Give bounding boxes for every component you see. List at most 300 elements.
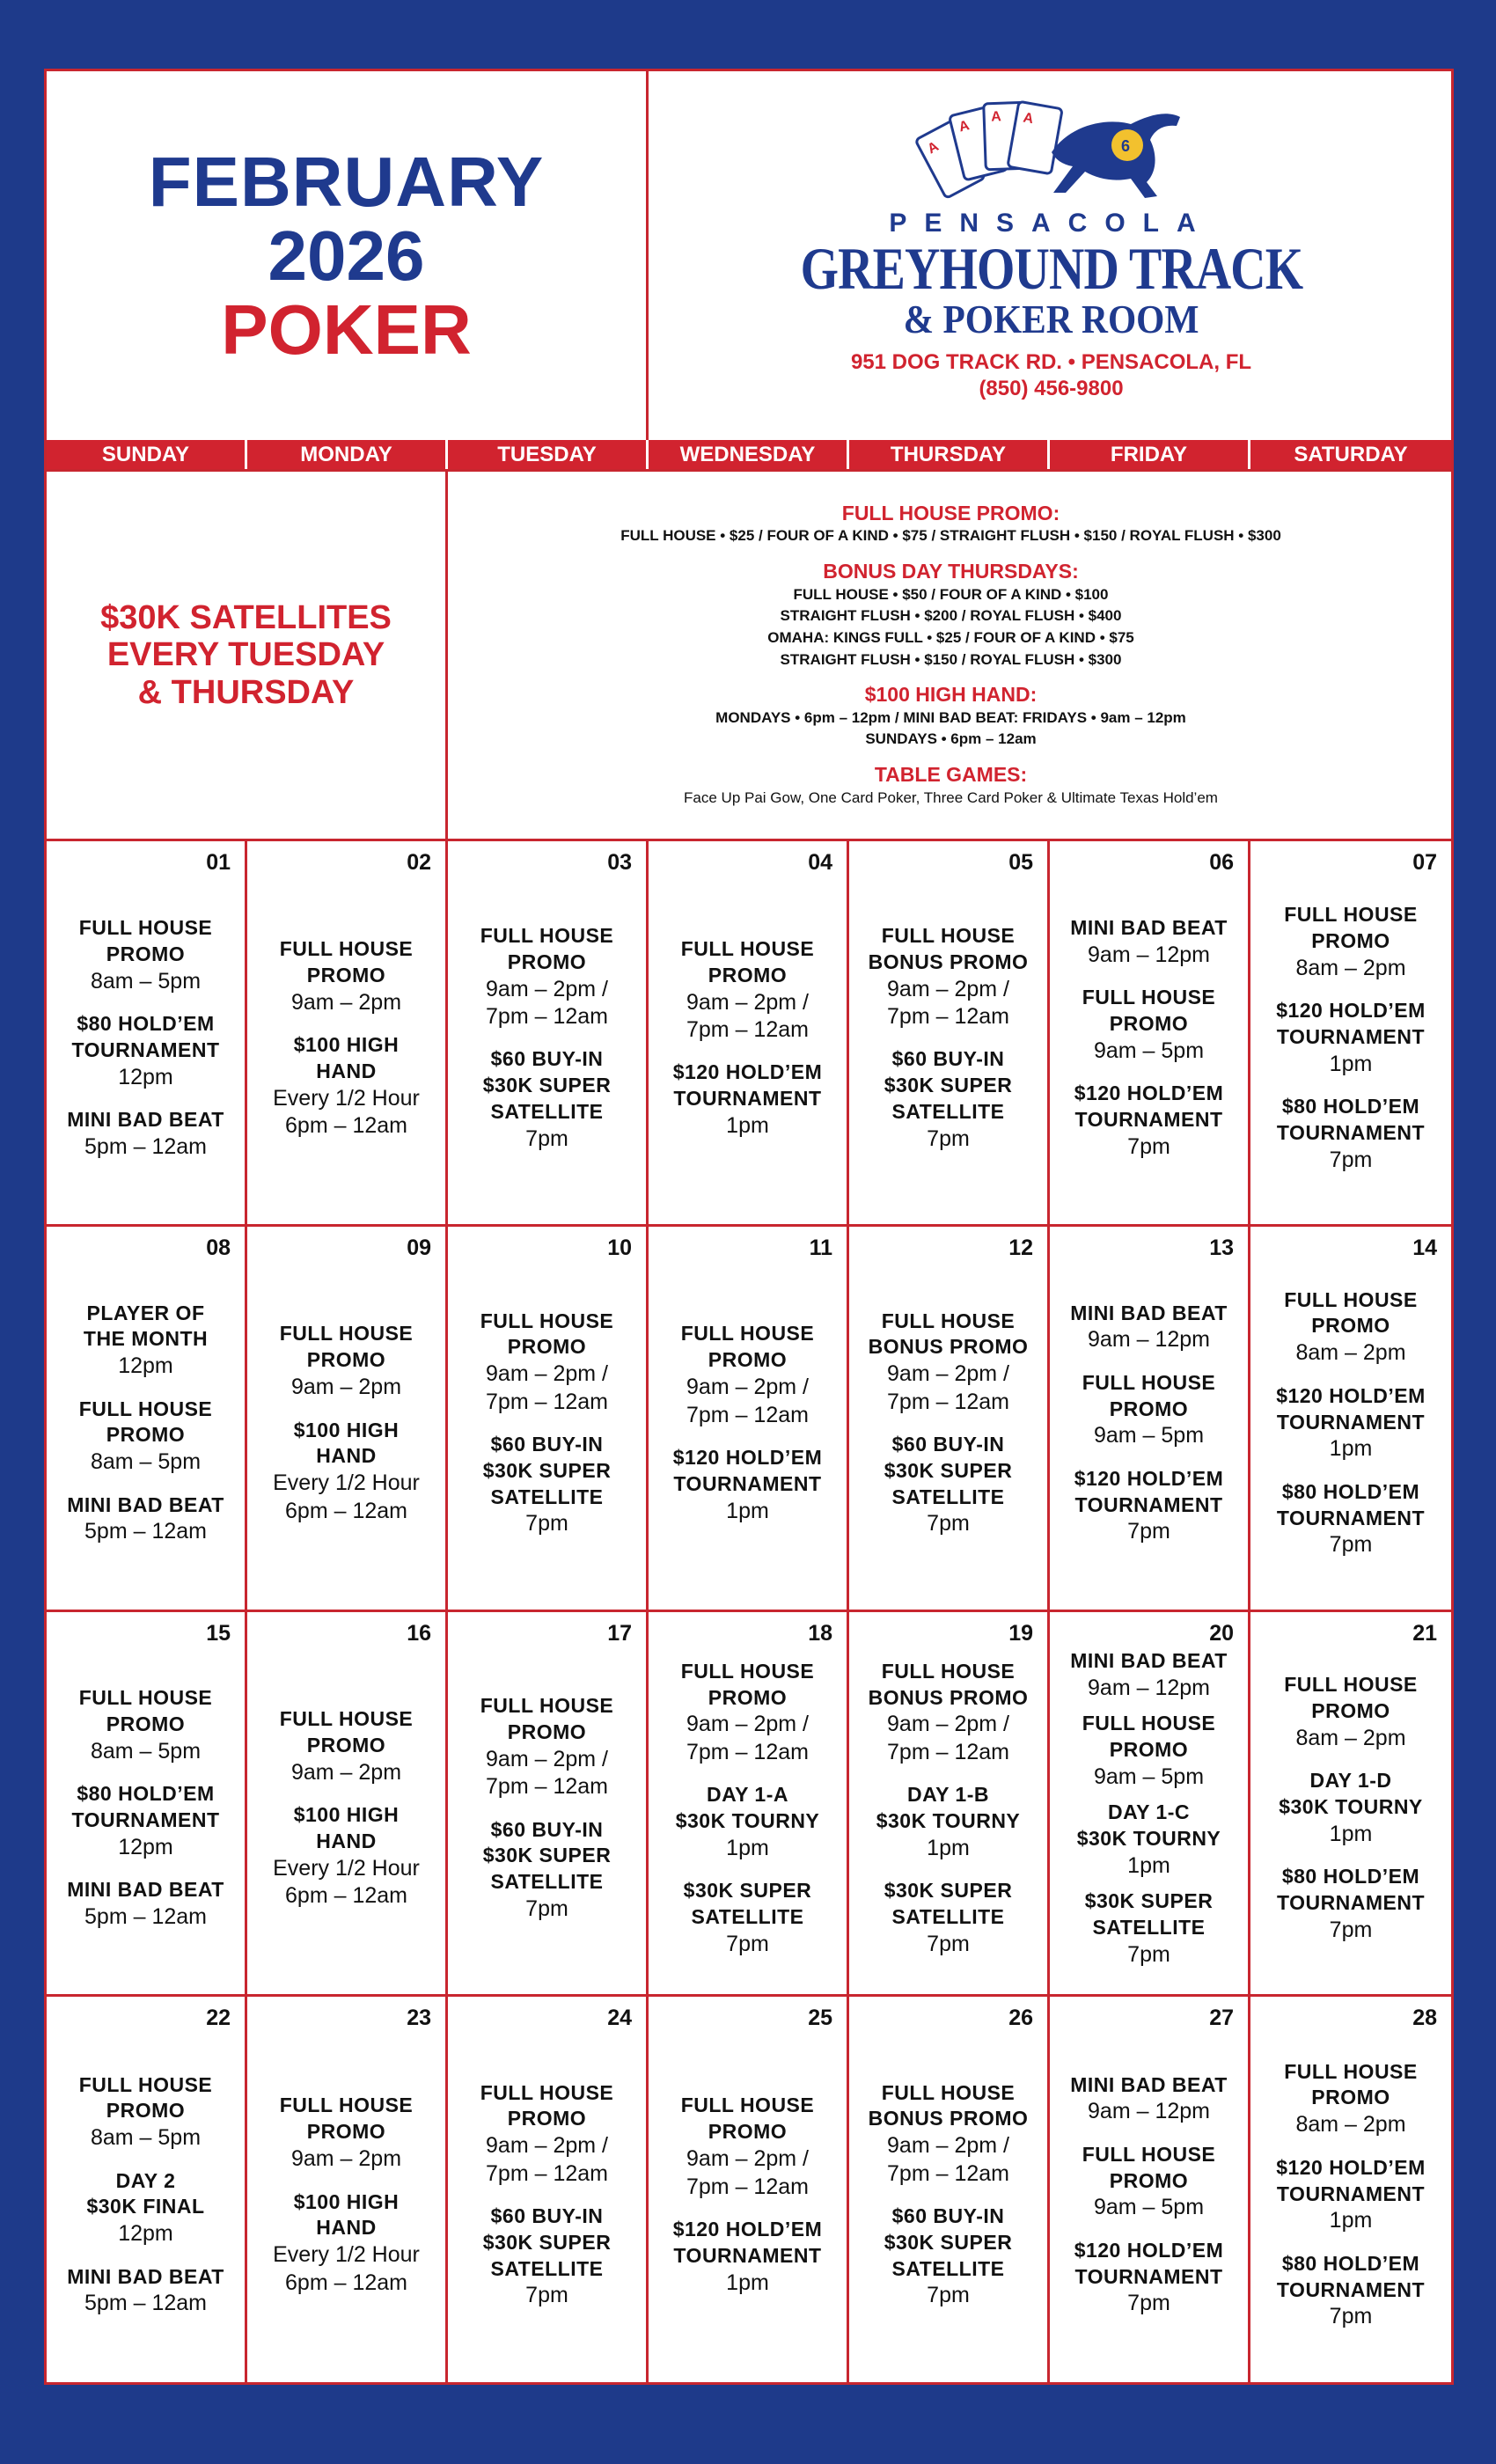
event: [67, 1301, 224, 1381]
event-title: TOURNAMENT: [71, 1038, 220, 1061]
day-cell: [247, 1997, 448, 2382]
event-title: SATELLITE: [891, 1904, 1005, 1928]
event-title: $30K SUPER: [1084, 1888, 1214, 1912]
event: [1070, 915, 1228, 969]
event-title: $120 HOLD’EM: [672, 1445, 823, 1469]
promo-line: SUNDAYS • 6pm – 12am: [865, 730, 1037, 748]
weekday-tuesday: TUESDAY: [448, 440, 649, 469]
event-time: 7pm – 12am: [887, 1003, 1009, 1029]
event-time: 7pm: [525, 1511, 568, 1536]
event-title: FULL HOUSE: [680, 1659, 815, 1683]
day-events: [480, 923, 614, 1153]
event: [1276, 902, 1426, 982]
event-time: 12pm: [118, 1835, 173, 1860]
event-title: TOURNAMENT: [1276, 1120, 1426, 1144]
event-time: 7pm – 12am: [887, 2160, 1009, 2186]
event: [1277, 1864, 1425, 1944]
event-time: 1pm: [1127, 1852, 1170, 1878]
logo-text-pensacola: PENSACOLA: [889, 209, 1214, 238]
day-events: [1070, 915, 1228, 1161]
event: [273, 1418, 420, 1525]
event-title: PROMO: [106, 2099, 186, 2123]
satellites-line: & THURSDAY: [137, 673, 355, 711]
event-title: $60 BUY-IN: [490, 1047, 604, 1071]
event-title: $80 HOLD’EM: [1281, 1865, 1420, 1888]
day-cell: [448, 1612, 649, 1998]
event-title: MINI BAD BEAT: [67, 1492, 224, 1516]
event-time: 6pm – 12am: [285, 1883, 407, 1909]
day-cell: [47, 1227, 247, 1612]
promo-line: OMAHA: KINGS FULL • $25 / FOUR OF A KIND • $75: [767, 628, 1134, 646]
event-title: DAY 1-A: [707, 1782, 788, 1806]
day-number: 24: [607, 2006, 632, 2031]
event-title: $30K SUPER: [884, 1879, 1013, 1903]
day-cell: [649, 841, 849, 1227]
event-time: 7pm: [1127, 1519, 1170, 1544]
day-cell: [47, 1612, 247, 1998]
satellites-line: EVERY TUESDAY: [106, 636, 385, 674]
day-cell: [247, 841, 448, 1227]
event-title: FULL HOUSE: [1082, 2142, 1216, 2166]
event-title: MINI BAD BEAT: [1070, 2072, 1228, 2096]
day-number: 16: [407, 1620, 431, 1646]
event-title: PROMO: [1311, 1699, 1390, 1723]
event: [1277, 1768, 1425, 1848]
event-title: PROMO: [1109, 1011, 1189, 1035]
promo-line: STRAIGHT FLUSH • $200 / ROYAL FLUSH • $400: [780, 607, 1122, 625]
day-cell: [1250, 1997, 1451, 2382]
event-title: PROMO: [306, 1734, 386, 1757]
event-title: $30K TOURNY: [675, 1808, 820, 1832]
promo-heading: $100 HIGH HAND:: [864, 683, 1038, 707]
event-title: FULL HOUSE: [881, 2080, 1016, 2104]
event-title: SATELLITE: [891, 1485, 1005, 1508]
event: [676, 1782, 820, 1862]
phone: (850) 456-9800: [979, 377, 1124, 401]
event-time: 7pm: [726, 1931, 769, 1956]
event: [480, 1817, 614, 1924]
event-time: 7pm: [525, 2283, 568, 2308]
event-time: 12pm: [118, 1353, 173, 1379]
event-time: 9am – 12pm: [1088, 942, 1210, 967]
event-title: $120 HOLD’EM: [1276, 1383, 1426, 1407]
event-time: 9am – 12pm: [1088, 2099, 1210, 2124]
event-title: BONUS PROMO: [868, 2107, 1029, 2130]
day-number: 05: [1008, 850, 1033, 875]
calendar-sheet: [44, 69, 1454, 2385]
event-time: 9am – 5pm: [1093, 1038, 1205, 1063]
day-events: [869, 2080, 1029, 2310]
event-time: 6pm – 12am: [285, 2270, 407, 2295]
day-cell: [47, 841, 247, 1227]
day-number: 04: [808, 850, 832, 875]
day-number: 25: [808, 2006, 832, 2031]
day-number: 07: [1412, 850, 1437, 875]
event-title: MINI BAD BEAT: [67, 2264, 224, 2288]
event-time: 1pm: [726, 1112, 769, 1138]
event: [676, 1878, 820, 1958]
logo-text-poker-room: & POKER ROOM: [903, 297, 1199, 341]
event-time: 9am – 2pm: [290, 1375, 402, 1400]
day-cell: [1250, 841, 1451, 1227]
cards-greyhound-logo-icon: [893, 91, 1210, 214]
event-time: 9am – 2pm /: [486, 976, 608, 1001]
event: [67, 1877, 224, 1931]
day-events: [67, 2072, 224, 2318]
event: [273, 1032, 420, 1140]
event-title: HAND: [316, 2216, 377, 2240]
event: [273, 1706, 420, 1786]
event-title: $30K TOURNY: [1279, 1795, 1423, 1819]
event: [273, 1321, 420, 1401]
event-time: Every 1/2 Hour: [273, 1856, 420, 1881]
event-title: TOURNAMENT: [1074, 1492, 1223, 1516]
event-time: 7pm – 12am: [486, 1389, 608, 1414]
event-title: $120 HOLD’EM: [1074, 1466, 1224, 1490]
event: [67, 1011, 224, 1091]
svg-text:A: A: [1021, 110, 1035, 128]
promo-heading: BONUS DAY THURSDAYS:: [823, 559, 1079, 583]
event: [67, 915, 224, 995]
event-title: FULL HOUSE: [480, 2080, 614, 2104]
event-title: PROMO: [106, 1712, 186, 1736]
event-title: MINI BAD BEAT: [1070, 915, 1228, 939]
event-title: $30K TOURNY: [1076, 1826, 1221, 1850]
event: [1276, 2059, 1426, 2139]
event-time: Every 1/2 Hour: [273, 2242, 420, 2268]
event-title: FULL HOUSE: [279, 936, 414, 960]
event-time: 9am – 2pm: [290, 1760, 402, 1785]
event-title: PROMO: [708, 1685, 788, 1709]
event-title: $100 HIGH: [293, 1032, 400, 1056]
event-time: 9am – 2pm /: [686, 2146, 809, 2172]
day-number: 12: [1008, 1235, 1033, 1260]
event-title: THE MONTH: [83, 1327, 209, 1351]
day-cell: [1050, 841, 1250, 1227]
day-number: 15: [206, 1620, 231, 1646]
day-cell: [448, 841, 649, 1227]
day-number: 08: [206, 1235, 231, 1260]
event: [273, 2189, 420, 2297]
day-cell: [849, 1997, 1050, 2382]
event-time: 7pm – 12am: [686, 1739, 809, 1764]
event: [273, 1802, 420, 1910]
event-title: HAND: [316, 1830, 377, 1853]
event-time: 7pm – 12am: [887, 1739, 1009, 1764]
event-title: MINI BAD BEAT: [1070, 1301, 1228, 1324]
event-title: $80 HOLD’EM: [1281, 1479, 1420, 1503]
event-title: TOURNAMENT: [1276, 1891, 1426, 1915]
event-title: FULL HOUSE: [279, 1322, 414, 1346]
event-time: 5pm – 12am: [84, 1133, 207, 1159]
event-title: $80 HOLD’EM: [1281, 2251, 1420, 2275]
event-title: $60 BUY-IN: [891, 1432, 1005, 1456]
satellites-line: $30K SATELLITES: [100, 598, 392, 636]
event-title: TOURNAMENT: [673, 1086, 822, 1110]
event: [480, 1693, 614, 1800]
event-title: $120 HOLD’EM: [672, 2217, 823, 2240]
event: [67, 1397, 224, 1477]
weekday-header-row: [47, 440, 1451, 469]
event-title: TOURNAMENT: [71, 1808, 220, 1832]
day-events: [67, 1301, 224, 1546]
event-title: MINI BAD BEAT: [67, 1878, 224, 1902]
event-time: 9am – 2pm /: [486, 1747, 608, 1772]
event-title: $30K SUPER: [482, 1458, 612, 1482]
event-time: 1pm: [1329, 2208, 1373, 2233]
event: [1276, 2251, 1426, 2331]
event-title: SATELLITE: [490, 2256, 604, 2280]
event-title: $30K SUPER: [884, 1458, 1013, 1482]
event-title: $120 HOLD’EM: [1276, 998, 1426, 1022]
event-title: FULL HOUSE: [1284, 1287, 1418, 1311]
event-title: FULL HOUSE: [1284, 1673, 1418, 1697]
day-cell: [247, 1227, 448, 1612]
day-events: [1277, 1672, 1425, 1944]
day-number: 21: [1412, 1620, 1437, 1646]
event-title: $30K SUPER: [482, 2230, 612, 2254]
event: [1276, 1479, 1426, 1559]
day-events: [67, 915, 224, 1161]
event-time: 1pm: [1329, 1822, 1373, 1847]
event: [1277, 1672, 1425, 1752]
event-title: $30K SUPER: [683, 1879, 812, 1903]
event: [67, 1781, 224, 1861]
event-title: PROMO: [708, 963, 788, 986]
event: [273, 2093, 420, 2173]
promo-line: Face Up Pai Gow, One Card Poker, Three Card Poker & Ultimate Texas Hold’em: [684, 788, 1218, 806]
event-title: FULL HOUSE: [480, 1309, 614, 1332]
event-time: 8am – 2pm: [1295, 1726, 1406, 1751]
event: [1070, 1466, 1228, 1546]
event-title: PROMO: [1311, 928, 1390, 952]
event-title: $100 HIGH: [293, 2189, 400, 2213]
event-title: DAY 1-B: [907, 1782, 989, 1806]
event-title: $120 HOLD’EM: [1074, 1081, 1224, 1104]
event-time: 8am – 5pm: [90, 2125, 202, 2151]
event-title: $80 HOLD’EM: [1281, 1094, 1420, 1118]
weekday-monday: MONDAY: [247, 440, 448, 469]
event-title: PROMO: [507, 950, 587, 973]
event: [673, 1321, 823, 1428]
event-title: FULL HOUSE: [680, 936, 815, 960]
event-title: FULL HOUSE: [279, 2094, 414, 2117]
event-title: DAY 1-D: [1309, 1769, 1392, 1793]
event-time: 6pm – 12am: [285, 1498, 407, 1523]
event-title: $100 HIGH: [293, 1418, 400, 1441]
day-cell: [247, 1612, 448, 1998]
event-time: 12pm: [118, 2221, 173, 2247]
event-time: 1pm: [726, 1835, 769, 1860]
event-time: 9am – 5pm: [1093, 1423, 1205, 1448]
event-title: $120 HOLD’EM: [1074, 2238, 1224, 2262]
promo-line: STRAIGHT FLUSH • $150 / ROYAL FLUSH • $300: [780, 650, 1122, 668]
event-title: FULL HOUSE: [78, 1686, 213, 1710]
event-time: 7pm: [1329, 1532, 1373, 1558]
event-time: 9am – 2pm: [290, 2146, 402, 2172]
event-time: 9am – 5pm: [1093, 2195, 1205, 2220]
event-title: SATELLITE: [490, 1485, 604, 1508]
event-title: FULL HOUSE: [1082, 1711, 1216, 1734]
event: [1070, 2142, 1228, 2222]
event: [869, 1782, 1029, 1862]
event-time: 5pm – 12am: [84, 2291, 207, 2316]
event-time: 7pm: [1127, 1941, 1170, 1967]
day-events: [673, 2093, 823, 2296]
day-events: [676, 1659, 820, 1958]
event: [1276, 1383, 1426, 1463]
event-time: 8am – 5pm: [90, 1449, 202, 1475]
event-title: SATELLITE: [891, 2256, 1005, 2280]
event-title: $120 HOLD’EM: [1276, 2155, 1426, 2179]
event-title: PROMO: [708, 1348, 788, 1372]
event-time: 7pm: [525, 1896, 568, 1922]
day-number: 03: [607, 850, 632, 875]
event-title: PROMO: [507, 1720, 587, 1744]
event-title: SATELLITE: [490, 1099, 604, 1123]
event-time: 1pm: [1329, 1051, 1373, 1076]
event-title: TOURNAMENT: [673, 1471, 822, 1495]
event-title: PROMO: [1109, 1737, 1189, 1761]
event-title: FULL HOUSE: [1082, 985, 1216, 1008]
event: [67, 1685, 224, 1765]
event-time: 9am – 2pm: [290, 989, 402, 1015]
event: [67, 2264, 224, 2318]
promo-details: [451, 472, 1451, 839]
svg-text:A: A: [957, 118, 971, 136]
event-time: 7pm – 12am: [686, 1016, 809, 1042]
event-time: 7pm – 12am: [887, 1389, 1009, 1414]
event-title: FULL HOUSE: [78, 1397, 213, 1420]
day-events: [869, 923, 1029, 1153]
event: [869, 1046, 1029, 1153]
event-time: 7pm – 12am: [486, 2160, 608, 2186]
day-number: 27: [1209, 2006, 1234, 2031]
event: [480, 1432, 614, 1538]
event-time: 1pm: [726, 1498, 769, 1523]
event-title: FULL HOUSE: [480, 1694, 614, 1718]
event-time: 1pm: [1329, 1436, 1373, 1462]
day-events: [1276, 902, 1426, 1174]
day-events: [869, 1309, 1029, 1538]
weekday-wednesday: WEDNESDAY: [649, 440, 849, 469]
promo-heading: TABLE GAMES:: [874, 763, 1028, 787]
svg-text:6: 6: [1120, 137, 1130, 155]
event-title: FULL HOUSE: [680, 1322, 815, 1346]
event-title: BONUS PROMO: [868, 950, 1029, 973]
day-cell: [849, 1612, 1050, 1998]
day-cell: [1050, 1227, 1250, 1612]
event-title: PLAYER OF: [86, 1301, 205, 1324]
day-events: [273, 936, 420, 1140]
event: [673, 2093, 823, 2200]
event-time: 9am – 12pm: [1088, 1327, 1210, 1353]
event-title: TOURNAMENT: [673, 2243, 822, 2267]
event-title: FULL HOUSE: [1082, 1370, 1216, 1394]
event: [67, 2168, 224, 2248]
day-events: [869, 1659, 1029, 1958]
event: [869, 923, 1029, 1030]
event-time: 9am – 5pm: [1093, 1764, 1205, 1789]
event-title: PROMO: [1311, 1314, 1390, 1338]
event-title: MINI BAD BEAT: [1070, 1648, 1228, 1672]
event-title: PROMO: [106, 942, 186, 965]
event: [1070, 2072, 1228, 2126]
event-time: 1pm: [927, 1835, 970, 1860]
title-year: 2026: [268, 216, 425, 295]
event-title: TOURNAMENT: [1276, 2277, 1426, 2301]
day-cell: [448, 1227, 649, 1612]
event-title: PROMO: [306, 2120, 386, 2144]
event: [869, 1878, 1029, 1958]
event-title: FULL HOUSE: [881, 1659, 1016, 1683]
promo-heading: FULL HOUSE PROMO:: [841, 501, 1060, 524]
event: [869, 1659, 1029, 1766]
event: [1070, 985, 1228, 1065]
event-title: FULL HOUSE: [78, 915, 213, 939]
event-time: 12pm: [118, 1064, 173, 1089]
event-title: SATELLITE: [891, 1099, 1005, 1123]
promo-line: FULL HOUSE • $50 / FOUR OF A KIND • $100: [793, 585, 1109, 603]
event-time: 7pm: [927, 1126, 970, 1151]
event: [869, 1309, 1029, 1416]
event-time: 7pm: [927, 1511, 970, 1536]
day-events: [1070, 2072, 1228, 2318]
day-number: 13: [1209, 1235, 1234, 1260]
day-number: 22: [206, 2006, 231, 2031]
event-time: 9am – 2pm /: [887, 976, 1009, 1001]
event: [1070, 1648, 1228, 1702]
event-title: PROMO: [1109, 1397, 1189, 1420]
event-time: 8am – 5pm: [90, 1739, 202, 1764]
event-time: 9am – 2pm /: [486, 2133, 608, 2159]
event: [673, 1445, 823, 1525]
event-title: SATELLITE: [1092, 1915, 1206, 1939]
event-time: 7pm – 12am: [486, 1003, 608, 1029]
event: [480, 1046, 614, 1153]
event-time: 9am – 2pm /: [686, 989, 809, 1015]
event: [1070, 1081, 1228, 1161]
event-title: $80 HOLD’EM: [77, 1011, 215, 1035]
event: [1276, 2155, 1426, 2235]
event-title: $100 HIGH: [293, 1803, 400, 1827]
calendar-title: [47, 71, 649, 440]
event-title: TOURNAMENT: [1276, 2182, 1426, 2205]
event-title: FULL HOUSE: [279, 1707, 414, 1731]
day-number: 14: [1412, 1235, 1437, 1260]
event-time: 9am – 2pm /: [887, 1712, 1009, 1737]
day-number: 17: [607, 1620, 632, 1646]
event-title: BONUS PROMO: [868, 1685, 1029, 1709]
day-number: 10: [607, 1235, 632, 1260]
event-title: PROMO: [106, 1423, 186, 1447]
event-time: 9am – 12pm: [1088, 1675, 1210, 1700]
day-cell: [649, 1612, 849, 1998]
event: [67, 1107, 224, 1161]
day-cell: [649, 1227, 849, 1612]
event-title: FULL HOUSE: [881, 923, 1016, 947]
weekday-friday: FRIDAY: [1050, 440, 1250, 469]
event: [480, 1309, 614, 1416]
event: [1070, 1800, 1228, 1880]
event-title: PROMO: [708, 2120, 788, 2144]
event: [480, 2080, 614, 2188]
event-title: $30K TOURNY: [876, 1808, 1021, 1832]
day-events: [673, 936, 823, 1140]
event-title: TOURNAMENT: [1074, 1107, 1223, 1131]
event-title: PROMO: [1109, 2168, 1189, 2192]
day-number: 02: [407, 850, 431, 875]
